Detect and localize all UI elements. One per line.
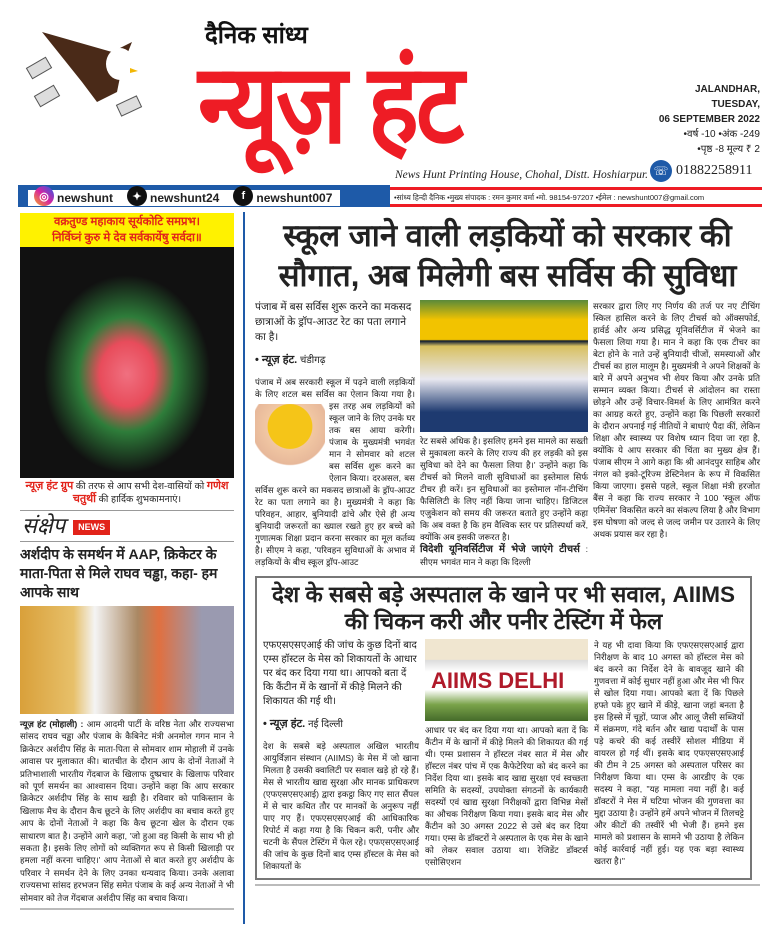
eagle-logo: [22, 22, 162, 122]
lead-col-2-wrap: [420, 300, 588, 568]
left-column: [20, 213, 234, 910]
lead-story: [255, 300, 760, 568]
lead-col-2: [420, 435, 588, 568]
aiims-sign: AIIMS DELHI: [431, 668, 565, 693]
facebook-link[interactable]: [233, 190, 332, 206]
facebook-handle: newshunt007: [256, 191, 333, 205]
phone-number: 01882258911: [676, 163, 753, 178]
instagram-handle: newshunt: [57, 191, 113, 205]
brief-headline: अर्शदीप के समर्थन में AAP, क्रिकेटर के माता-पिता से मिले राघव चड्ढा, कहा- हम आपके साथ: [20, 546, 218, 600]
divider: [20, 541, 234, 542]
aiims-col-3: ने यह भी दावा किया कि एफएसएसएआई द्वारा निरीक्षण के बाद 10 अगस्त को हॉस्टल मेस को बंद करने का निर्देश देने के बावजूद खाने की गुणवत्ता में कोई सुधार नहीं हुआ और मेस भी फिर से खोल दिया गया। आपको बता दें कि पिछले हफ्ते पके हुए खाने में कीड़े, खाना जहां बनता है इस हिस्से में चूहों, प्याज और आलू जैसी सब्जियों में संक्रमण, गंदे बर्तन और खाद्य पदार्थों के पास पड़े कचरे की कई तस्वीरें सोशल मीडिया में वायरल हो गई थीं। इसके बाद एफएसएसएआई की टीम ने 25 अगस्त को अस्पताल परिसर का निरीक्षण किया था। एम्स के आरडीए के एक सदस्य ने कहा, "यह मामला नया नहीं है। कई डॉक्टरों ने मेस में घटिया भोजन की गुणवत्ता का मुद्दा उठाया है। उन्होंने हमें अपने भोजन में तिलचट्टे और कीटों की तस्वीरें भी भेजी हैं। हमने इस मामले को प्रशासन के सामने भी उठाया है लेकिन कोई कार्रवाई नहीं हुई। यह एक बड़ा स्वास्थ्य खतरा है।": [594, 640, 744, 866]
aiims-col-2-wrap: [425, 639, 588, 872]
byline: • न्यूज़ हंट.: [255, 354, 298, 366]
aiims-building-photo: [425, 639, 588, 721]
lead-col-2-text: रेट सबसे अधिक है। इसलिए हमने इस मामले का सख्ती से मुकाबला करने के लिए राज्य की हर लड़की को इस सुविधा को देने का फैसला लिया है।' उन्होंने कहा कि टीचर्स को मिलने वाली सुविधाओं का इस्तेमाल सिर्फ टीचर ही करें। इन सुविधाओं का इस्तेमाल नॉन-टीचिंग फैसिलिटी के लिए नहीं किया जाना चाहिए। डिजिटल एजुकेशन को समय की जरूरत बताते हुए उन्होंने कहा कि अब वक्त है कि हम वैश्विक स्तर पर प्रतिस्पर्धा करें, क्योंकि अब इसकी जरूरत है।: [420, 436, 588, 542]
byline: • न्यूज़ हंट.: [263, 718, 306, 730]
minister-portrait: [255, 404, 325, 479]
instagram-link[interactable]: [34, 190, 113, 206]
column-divider: [243, 212, 245, 924]
ganesha-image: [20, 247, 234, 478]
phone: [650, 160, 752, 182]
greeting-caption: [20, 478, 234, 510]
caption-text-end: की हार्दिक शुभकामनाएं।: [95, 494, 182, 505]
date: 06 SEPTEMBER 2022: [658, 114, 760, 125]
brief-dateline: न्यूज़ हंट (मोहाली) :: [20, 719, 84, 729]
aiims-story-box: [255, 576, 752, 880]
date-city: JALANDHAR, TUESDAY,: [695, 84, 760, 110]
edition-info: [648, 82, 760, 157]
aiims-story: [263, 639, 744, 872]
lead-col-1: [255, 376, 415, 568]
main-area: [255, 216, 760, 886]
lead-col-1-wrap: [255, 300, 415, 568]
caption-brand: न्यूज़ हंट ग्रुप: [25, 480, 74, 492]
section-header: [20, 511, 234, 541]
place: नई दिल्ली: [307, 719, 344, 730]
aiims-intro: एफएसएसएआई की जांच के कुछ दिनों बाद एम्स हॉस्टल के मेस को शिकायतों के आधार पर बंद कर दिया गया था। आपको बता दें कि कैंटीन में के खानों में कीड़े मिलने की शिकायत की गई थी।: [263, 640, 417, 707]
aiims-headline: देश के सबसे बड़े अस्पताल के खाने पर भी सवाल, AIIMS की चिकन करी और पनीर टेस्टिंग में फेल: [271, 582, 735, 634]
lead-headline: स्कूल जाने वाली लड़कियों को सरकार की सौगात, अब मिलेगी बस सर्विस की सुविधा: [278, 218, 737, 293]
school-bus-photo: [420, 300, 588, 432]
shloka-banner: [20, 213, 234, 247]
caption-festival: गणेश चतुर्थी: [72, 480, 229, 505]
place: चंडीगढ़: [299, 355, 326, 366]
instagram-icon: ◎: [34, 186, 54, 206]
twitter-icon: ✦: [127, 186, 147, 206]
lead-dateline: [255, 353, 415, 368]
lead-col-1-text: पंजाब में अब सरकारी स्कूल में पढ़ने वाली लड़कियों के लिए शटल बस सर्विस का ऐलान किया गया है। इस तरह अब लड़कियों को स्कूल जाने के लिए उनके घर तक बस आया करेगी। पंजाब के मुख्यमंत्री भगवंत मान ने सोमवार को शटल बस सर्विस शुरू करने का ऐलान किया। दरअसल, बस सर्विस शुरू करने का मकसद छात्राओं के ड्रॉप-आउट रेट का पता लगाने का है। मुख्यमंत्री ने कहा कि परिवहन, आहार, बुनियादी ढांचे और ऐसे ही अन्य बुनियादी जरूरतों का ख्याल रखते हुए हर बच्चे को गुणात्मक शिक्षा प्रदान करना सरकार का मूल कर्तव्य है। सीएम ने कहा, 'परिवहन सुविधाओं के अभाव में लड़कियों के बीच स्कूल ड्रॉप-आउट: [255, 377, 415, 567]
shloka-line-1: वक्रतुण्ड महाकाय सूर्यकोटि समप्रभ।: [53, 216, 201, 228]
social-bar: [18, 185, 390, 207]
pages-price: •पृष्ठ -8 मूल्य ₹ 2: [697, 144, 760, 155]
masthead-tagline: दैनिक सांध्य: [205, 22, 308, 49]
printing-house: News Hunt Printing House, Chohal, Distt. Hoshiarpur.: [395, 169, 649, 181]
brief-text: आम आदमी पार्टी के वरिष्ठ नेता और राज्यसभा सांसद राघव चड्ढा और पंजाब के कैबिनेट मंत्री अनमोल गगन मान ने क्रिकेटर अर्शदीप सिंह के माता-पिता से सोमवार शाम मोहाली में उनके आवास पर मुलाकात की। बातचीत के दौरान आप के दोनों नेताओं ने प्रतिभाशाली भारतीय गेंदबाज के खिलाफ दुष्प्रचार के खिलाफ परिवार को पूर्ण समर्थन का आश्वासन दिया। उन्होंने कहा कि आप सरकार क्रिकेटर अर्शदीप सिंह के साथ खड़ी है। रविवार को पाकिस्तान के खिलाफ मैच के दौरान कैच छूटने के लिए अर्शदीप का बचाव करते हुए आप के दोनों नेताओं ने कहा कि कैच छूटना खेल के दौरान एक साधारण बात है। उन्होंने आगे कहा, 'जो हुआ वह किसी के साथ भी हो सकता है। इसके लिए लोगों को व्यक्तिगत रूप से किसी खिलाड़ी पर हमला नहीं करना चाहिए।' आप नेताओं से बात करते हुए अर्शदीप के परिवार ने समर्थन देने के लिए उनका धन्यवाद किया। उनके अलावा राज्यसभा सांसद हरभजन सिंह समेत पंजाब के कई अन्य नेताओं ने भी सोमवार को तेज गेंदबाज अर्शदीप सिंह का बचाव किया।: [20, 719, 235, 903]
imprint-line: •सांध्य हिन्दी दैनिक •मुख्य संपादक : रमन कुमार वर्मा •मो. 98154-97207 •ईमेल : newshunt007@gmail.com: [390, 187, 762, 207]
twitter-handle: newshunt24: [150, 191, 220, 205]
aiims-dateline: [263, 717, 419, 732]
bottom-rule: [255, 884, 760, 886]
aiims-col-1: देश के सबसे बड़े अस्पताल अखिल भारतीय आयुर्विज्ञान संस्थान (AIIMS) के मेस में जो खाना मिलता है उसकी क्वालिटी पर सवाल खड़े हो रहे हैं। मेस से भारतीय खाद्य सुरक्षा और मानक प्राधिकरण (एफएसएसएआई) द्वारा इकट्ठा किए गए सात सैंपल में से चार कथित तौर पर मानकों के अनुरूप नहीं पाए गए हैं। एफएसएसएआई की आधिकारिक रिपोर्ट में कहा गया है कि चिकन करी, पनीर और चटनी के सैंपल टेस्टिंग में फेल रहे। एफएसएसएआई की जांच के कुछ दिनों बाद एम्स हॉस्टल के मेस को शिकायतों के: [263, 741, 419, 871]
brief-photo: [20, 606, 234, 714]
shloka-line-2: निर्विघ्नं कुरु मे देव सर्वकार्येषु सर्वदा॥: [52, 232, 202, 244]
aiims-col-1-wrap: [263, 639, 419, 872]
lead-col-2-end: : सीएम भगवंत मान ने कहा कि दिल्ली: [420, 544, 588, 567]
facebook-icon: f: [233, 186, 253, 206]
twitter-link[interactable]: [127, 190, 219, 206]
masthead-title: न्यूज़ हंट: [198, 43, 462, 167]
section-title: संक्षेप: [22, 513, 66, 538]
lead-col-3: सरकार द्वारा लिए गए निर्णय की तर्ज पर नए टीचिंग स्किल हासिल करने के लिए टीचर्स को ऑक्सफोर्ड, हार्वर्ड और अन्य प्रसिद्ध यूनिवर्सिटीज में भेजने का फैसला लिया गया है। मान ने कहा कि एक टीचर का बेटा होने के नाते उन्हें बुनियादी चीजों, समस्याओं और टीचर्स का हाल मालूम है। मुख्यमंत्री ने अपने शिक्षकों के बारे में अपने अनुभव भी शेयर किया और उनके प्रति सम्मान व्यक्त किया। टीचर्स से आंदोलन का रास्ता छोड़ने और उन्हें विचार-विमर्श के लिए आमंत्रित करने का आग्रह करते हुए, उन्होंने कहा कि पिछली सरकारों के दौरान अपनाई गई नीतियों ने बाधाएं पैदा कीं, लेकिन शिक्षा और स्वास्थ्य पर विशेष ध्यान दिया जा रहा है, क्योंकि ये आप सरकार की चिंता का मुख्य क्षेत्र हैं। पंजाब सीएम ने आगे कहा कि श्री आनंदपुर साहिब और नंगल को इको-टूरिज्म डेस्टिनेशन के रूप में विकसित किया जाएगा। इससे पहले, स्कूल शिक्षा मंत्री हरजोत बैंस ने कहा कि राज्य सरकार ने 100 'स्कूल ऑफ एमिनेंस' विकसित करने का संकल्प लिया है और विभाग इस घोषणा को जल्द से जल्द जमीन पर उतारने के लिए अथक प्रयास कर रहा है।: [593, 301, 760, 539]
news-badge: NEWS: [73, 520, 110, 535]
caption-text: की तरफ से आप सभी देश-वासियों को: [73, 481, 207, 492]
volume: •वर्ष -10 •अंक -249: [683, 129, 760, 140]
lead-intro: पंजाब में बस सर्विस शुरू करने का मकसद छात्राओं के ड्रॉप-आउट रेट का पता लगाने का है।: [255, 301, 412, 343]
aiims-col-2: आधार पर बंद कर दिया गया था। आपको बता दें कि कैंटीन में के खानों में कीड़े मिलने की शिकायत की गई थी। एम्स प्रशासन ने हॉस्टल नंबर सात में मेस और हॉस्टल नंबर पांच में एक कैफेटेरिया को बंद करने का निर्देश दिया था। इसके बाद खाद्य सुरक्षा एवं स्वच्छता समिति के सदस्यों, उपयोक्ता संगठनों के कार्यकारी सदस्यों एवं खाद्य सुरक्षा निरीक्षकों द्वारा विभिन्न मेसों का औचक निरीक्षण किया गया। इसके बाद मेस और कैंटीन को 30 अगस्त 2022 से उसे बंद कर दिया गया। एम्स के डॉक्टरों ने अस्पताल के एक मेस के खाने को लेकर सवाल उठाया था। रेजिडेंट डॉक्टर्स एसोसिएशन: [425, 725, 588, 867]
brief-body: [20, 718, 234, 910]
phone-icon: ☏: [650, 160, 672, 182]
lead-subhead: विदेशी यूनिवर्सिटीज में भेजे जाएंगे टीचर्स: [420, 544, 580, 555]
